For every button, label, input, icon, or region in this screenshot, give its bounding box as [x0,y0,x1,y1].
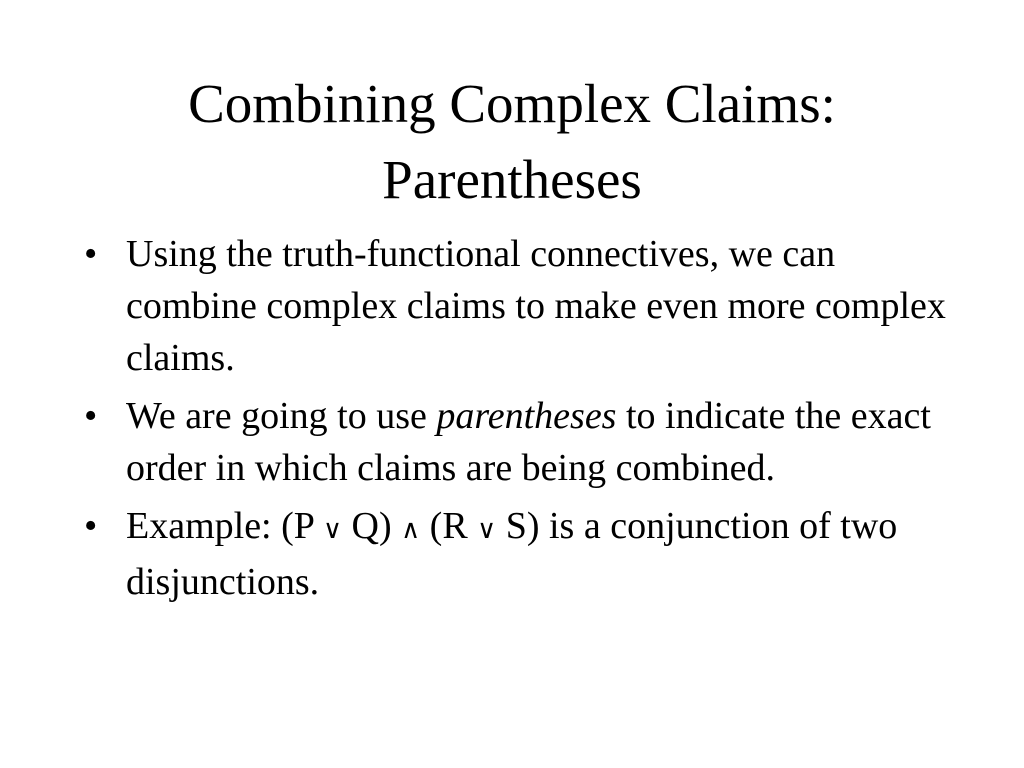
slide-title [0,66,1024,218]
bullet-item-example [84,500,964,608]
example-text-part-2: Q) [342,505,402,547]
slide-title-line-2: Parentheses [382,149,642,210]
bullet-marker: • [84,505,98,547]
example-text-part-1: Example: (P [126,505,323,547]
and-symbol: ∧ [401,515,421,545]
bullet-marker: • [84,395,98,437]
bullet-text-before: We are going to use [126,395,437,437]
bullet-text-after: to indicate the exact order in which claims are being combined. [126,395,931,489]
or-symbol: ∨ [477,515,497,545]
bullet-emphasis-parentheses: parentheses [436,395,617,437]
slide-title-line-1: Combining Complex Claims: [188,73,836,134]
example-text-part-3: (R [420,505,478,547]
bullet-marker: • [84,233,98,275]
bullet-item-parentheses [84,390,964,494]
bullet-item-connectives [84,228,964,384]
example-text-part-4: S) is a conjunction of two disjunctions. [126,505,898,603]
or-symbol: ∨ [323,515,343,545]
bullet-list [84,228,964,614]
bullet-text: Using the truth-functional connectives, we can combine complex claims to make even more complex claims. [126,233,946,379]
